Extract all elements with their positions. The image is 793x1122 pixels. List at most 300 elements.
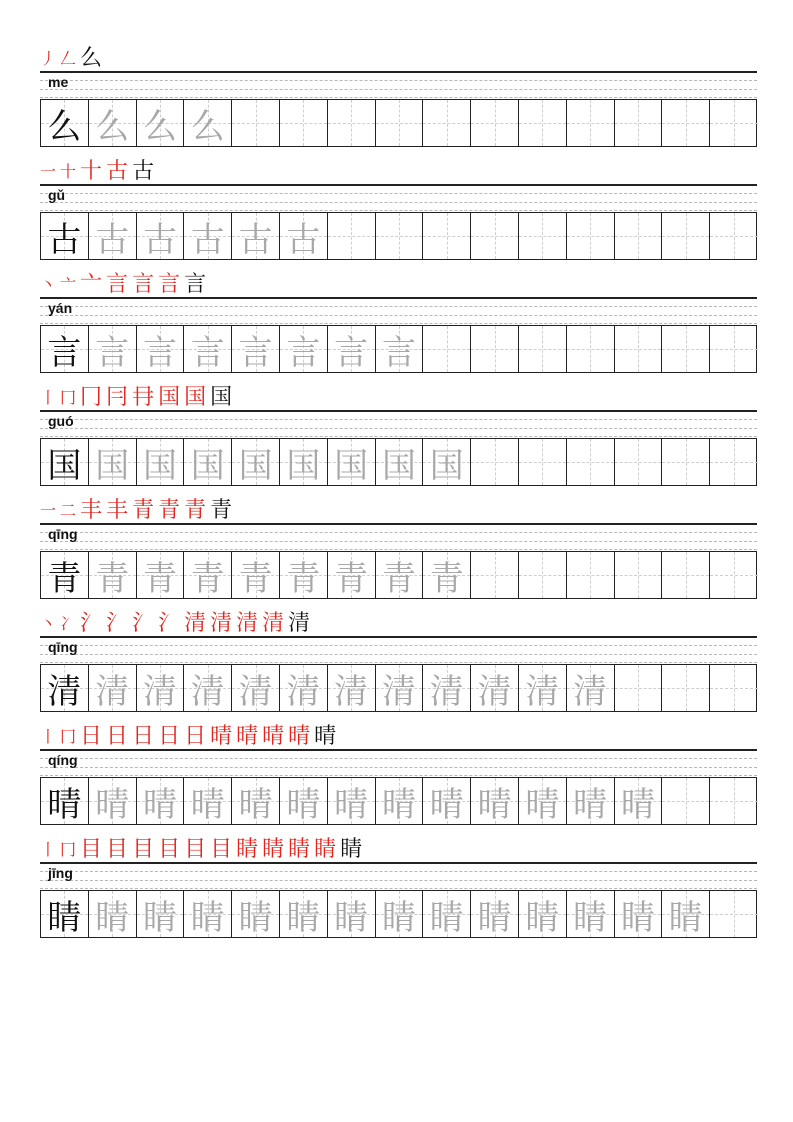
trace-character: 睛 (286, 897, 321, 938)
stroke-step: 目 (132, 837, 155, 862)
stroke-step: 亠 (80, 272, 103, 297)
model-cell (41, 665, 89, 711)
grid-guide (638, 439, 639, 485)
stroke-step: 言 (106, 272, 129, 297)
blank-cell[interactable] (662, 326, 710, 372)
stroke-step: 冂 (60, 727, 77, 746)
pinyin-label: gǔ (48, 187, 66, 203)
blank-cell[interactable] (519, 100, 567, 146)
guide-line (40, 71, 757, 73)
blank-cell[interactable] (471, 100, 519, 146)
trace-character: 睛 (381, 897, 416, 938)
grid-guide (686, 778, 687, 824)
grid-guide (542, 326, 543, 372)
pinyin-label: yán (48, 300, 73, 316)
trace-character: 古 (142, 219, 177, 260)
trace-character: 清 (334, 671, 369, 712)
practice-row (40, 831, 757, 944)
grid-guide (638, 552, 639, 598)
trace-cell (184, 100, 232, 146)
practice-row (40, 153, 757, 266)
stroke-step: 丿 (40, 49, 57, 68)
practice-row (40, 492, 757, 605)
stroke-step: 丰 (106, 498, 129, 523)
blank-cell[interactable] (471, 326, 519, 372)
blank-cell[interactable] (471, 439, 519, 485)
trace-cell (89, 552, 137, 598)
stroke-step: 晴 (288, 724, 311, 749)
stroke-step: 言 (184, 272, 207, 297)
trace-character: 晴 (286, 784, 321, 825)
stroke-step: 氵 (158, 611, 181, 636)
model-character: 言 (47, 332, 82, 373)
stroke-step: 清 (236, 611, 259, 636)
stroke-step: 晴 (210, 724, 233, 749)
stroke-step: 冂 (80, 385, 103, 410)
guide-line (40, 654, 757, 655)
guide-line (40, 297, 757, 299)
grid-guide (638, 100, 639, 146)
stroke-step: 晴 (236, 724, 259, 749)
stroke-step: 氵 (132, 611, 155, 636)
trace-cell (89, 439, 137, 485)
trace-cell (662, 891, 710, 937)
trace-cell (137, 326, 185, 372)
trace-character: 青 (190, 558, 225, 599)
trace-cell (471, 778, 519, 824)
practice-row (40, 266, 757, 379)
trace-character: 国 (286, 445, 321, 486)
model-cell (41, 439, 89, 485)
trace-character: 晴 (190, 784, 225, 825)
model-cell (41, 552, 89, 598)
stroke-step: 冫 (60, 614, 77, 633)
trace-character: 清 (573, 671, 608, 712)
trace-cell (423, 665, 471, 711)
stroke-step: 日 (158, 724, 181, 749)
trace-character: 国 (238, 445, 273, 486)
trace-cell (232, 665, 280, 711)
grid-guide (495, 100, 496, 146)
trace-character: 言 (190, 332, 225, 373)
blank-cell[interactable] (662, 100, 710, 146)
grid-guide (351, 100, 352, 146)
trace-character: 言 (381, 332, 416, 373)
trace-cell (328, 891, 376, 937)
pinyin-label: me (48, 74, 69, 90)
blank-cell[interactable] (710, 213, 758, 259)
blank-cell[interactable] (567, 552, 615, 598)
blank-cell[interactable] (615, 100, 663, 146)
trace-character: 青 (95, 558, 130, 599)
trace-cell (328, 439, 376, 485)
pinyin-label: guó (48, 413, 74, 429)
stroke-order (40, 153, 158, 185)
trace-character: 晴 (334, 784, 369, 825)
model-cell (41, 100, 89, 146)
trace-character: 睛 (142, 897, 177, 938)
trace-cell (184, 665, 232, 711)
stroke-step: 言 (158, 272, 181, 297)
writing-grid (40, 890, 757, 938)
trace-character: 晴 (525, 784, 560, 825)
guide-line (40, 80, 757, 81)
trace-character: 晴 (477, 784, 512, 825)
trace-character: 晴 (95, 784, 130, 825)
blank-cell[interactable] (280, 100, 328, 146)
trace-cell (328, 326, 376, 372)
guide-line (40, 758, 757, 759)
trace-cell (184, 213, 232, 259)
trace-character: 晴 (573, 784, 608, 825)
stroke-step: 𠃋 (60, 49, 77, 68)
grid-guide (351, 213, 352, 259)
trace-character: 晴 (620, 784, 655, 825)
trace-cell (567, 891, 615, 937)
grid-guide (542, 552, 543, 598)
blank-cell[interactable] (662, 778, 710, 824)
blank-cell[interactable] (471, 213, 519, 259)
blank-cell[interactable] (567, 439, 615, 485)
trace-character: 青 (142, 558, 177, 599)
trace-character: 清 (477, 671, 512, 712)
trace-character: 清 (95, 671, 130, 712)
stroke-step: 睛 (288, 837, 311, 862)
trace-cell (328, 552, 376, 598)
trace-cell (519, 891, 567, 937)
grid-guide (686, 213, 687, 259)
guide-line (40, 749, 757, 751)
pinyin-band (40, 862, 757, 889)
guide-line (40, 193, 757, 194)
trace-cell (471, 891, 519, 937)
stroke-step: 目 (80, 837, 103, 862)
stroke-step: 目 (210, 837, 233, 862)
trace-character: 睛 (334, 897, 369, 938)
pinyin-band (40, 410, 757, 437)
practice-row (40, 40, 757, 153)
trace-character: 睛 (238, 897, 273, 938)
trace-character: 国 (142, 445, 177, 486)
stroke-step: 日 (184, 724, 207, 749)
blank-cell[interactable] (710, 326, 758, 372)
guide-line (40, 410, 757, 412)
model-character: 古 (47, 219, 82, 260)
stroke-step: 氵 (80, 611, 103, 636)
stroke-step: 睛 (340, 837, 363, 862)
stroke-step: 清 (262, 611, 285, 636)
stroke-step: 目 (106, 837, 129, 862)
trace-cell (423, 439, 471, 485)
trace-character: 么 (190, 106, 225, 147)
trace-cell (280, 891, 328, 937)
trace-character: 青 (286, 558, 321, 599)
stroke-step: 晴 (314, 724, 337, 749)
trace-character: 青 (381, 558, 416, 599)
blank-cell[interactable] (232, 100, 280, 146)
grid-guide (303, 100, 304, 146)
guide-line (40, 428, 757, 429)
blank-cell[interactable] (710, 552, 758, 598)
blank-cell[interactable] (376, 213, 424, 259)
stroke-step: 言 (132, 272, 155, 297)
trace-character: 睛 (620, 897, 655, 938)
pinyin-label: jīng (48, 865, 73, 881)
blank-cell[interactable] (519, 439, 567, 485)
stroke-order (40, 492, 236, 524)
trace-cell (280, 665, 328, 711)
blank-cell[interactable] (519, 213, 567, 259)
trace-cell (137, 891, 185, 937)
trace-cell (184, 552, 232, 598)
stroke-step: 丨 (40, 388, 57, 407)
trace-character: 清 (429, 671, 464, 712)
model-character: 么 (47, 106, 82, 147)
trace-character: 睛 (190, 897, 225, 938)
trace-character: 言 (286, 332, 321, 373)
trace-cell (519, 665, 567, 711)
grid-guide (495, 213, 496, 259)
grid-guide (638, 326, 639, 372)
stroke-step: 丶 (40, 614, 57, 633)
stroke-step: 清 (288, 611, 311, 636)
blank-cell[interactable] (615, 213, 663, 259)
trace-cell (89, 213, 137, 259)
trace-character: 清 (142, 671, 177, 712)
stroke-step: 清 (210, 611, 233, 636)
trace-cell (376, 439, 424, 485)
writing-grid (40, 325, 757, 373)
blank-cell[interactable] (615, 552, 663, 598)
pinyin-label: qīng (48, 639, 78, 655)
trace-cell (376, 552, 424, 598)
blank-cell[interactable] (615, 439, 663, 485)
stroke-step: 丶 (40, 275, 57, 294)
blank-cell[interactable] (567, 100, 615, 146)
stroke-step: 一 (40, 162, 57, 181)
stroke-step: 古 (106, 159, 129, 184)
grid-guide (590, 439, 591, 485)
grid-guide (734, 439, 735, 485)
practice-row (40, 605, 757, 718)
trace-cell (328, 665, 376, 711)
blank-cell[interactable] (328, 100, 376, 146)
stroke-step: 晴 (262, 724, 285, 749)
blank-cell[interactable] (519, 326, 567, 372)
trace-cell (137, 665, 185, 711)
blank-cell[interactable] (423, 100, 471, 146)
grid-guide (590, 326, 591, 372)
guide-line (40, 315, 757, 316)
guide-line (40, 306, 757, 307)
guide-line (40, 89, 757, 90)
blank-cell[interactable] (423, 326, 471, 372)
trace-character: 晴 (381, 784, 416, 825)
trace-cell (376, 326, 424, 372)
stroke-order (40, 266, 210, 298)
trace-cell (89, 100, 137, 146)
writing-grid (40, 99, 757, 147)
grid-guide (734, 552, 735, 598)
blank-cell[interactable] (376, 100, 424, 146)
trace-cell (89, 665, 137, 711)
trace-character: 青 (238, 558, 273, 599)
writing-grid (40, 551, 757, 599)
model-cell (41, 326, 89, 372)
stroke-step: 丨 (40, 727, 57, 746)
stroke-step: 丨 (40, 840, 57, 859)
grid-guide (399, 213, 400, 259)
guide-line (40, 541, 757, 542)
trace-character: 国 (190, 445, 225, 486)
stroke-step: 十 (80, 159, 103, 184)
trace-cell (280, 326, 328, 372)
stroke-step: 青 (132, 498, 155, 523)
stroke-step: 国 (184, 385, 207, 410)
blank-cell[interactable] (662, 439, 710, 485)
grid-guide (734, 326, 735, 372)
trace-cell (376, 778, 424, 824)
trace-cell (137, 439, 185, 485)
trace-character: 睛 (429, 897, 464, 938)
guide-line (40, 880, 757, 881)
trace-character: 晴 (238, 784, 273, 825)
trace-character: 古 (95, 219, 130, 260)
stroke-step: 二 (60, 501, 77, 520)
grid-guide (495, 439, 496, 485)
grid-guide (734, 891, 735, 937)
trace-character: 清 (190, 671, 225, 712)
trace-cell (519, 778, 567, 824)
blank-cell[interactable] (662, 552, 710, 598)
stroke-step: 一 (40, 501, 57, 520)
stroke-step: 目 (158, 837, 181, 862)
stroke-step: 冄 (132, 385, 155, 410)
blank-cell[interactable] (710, 100, 758, 146)
blank-cell[interactable] (567, 213, 615, 259)
trace-cell (89, 891, 137, 937)
grid-guide (686, 665, 687, 711)
grid-guide (399, 100, 400, 146)
grid-guide (256, 100, 257, 146)
pinyin-band (40, 297, 757, 324)
blank-cell[interactable] (615, 326, 663, 372)
model-cell (41, 778, 89, 824)
trace-character: 言 (95, 332, 130, 373)
trace-cell (615, 891, 663, 937)
trace-cell (280, 778, 328, 824)
blank-cell[interactable] (519, 552, 567, 598)
trace-cell (232, 439, 280, 485)
trace-character: 青 (334, 558, 369, 599)
model-cell (41, 891, 89, 937)
trace-character: 睛 (477, 897, 512, 938)
blank-cell[interactable] (710, 891, 758, 937)
grid-guide (495, 326, 496, 372)
trace-cell (232, 213, 280, 259)
trace-cell (184, 778, 232, 824)
grid-guide (590, 552, 591, 598)
trace-cell (280, 439, 328, 485)
grid-guide (734, 778, 735, 824)
trace-character: 国 (95, 445, 130, 486)
trace-character: 言 (142, 332, 177, 373)
writing-grid (40, 664, 757, 712)
stroke-step: 睛 (236, 837, 259, 862)
guide-line (40, 523, 757, 525)
grid-guide (447, 213, 448, 259)
blank-cell[interactable] (615, 665, 663, 711)
trace-character: 睛 (525, 897, 560, 938)
guide-line (40, 645, 757, 646)
trace-character: 国 (381, 445, 416, 486)
blank-cell[interactable] (328, 213, 376, 259)
blank-cell[interactable] (471, 552, 519, 598)
stroke-step: 冂 (60, 840, 77, 859)
guide-line (40, 636, 757, 638)
stroke-step: 日 (80, 724, 103, 749)
stroke-step: 么 (80, 46, 103, 71)
guide-line (40, 871, 757, 872)
stroke-step: 冃 (106, 385, 129, 410)
pinyin-label: qíng (48, 752, 78, 768)
stroke-step: 睛 (262, 837, 285, 862)
trace-character: 国 (429, 445, 464, 486)
trace-character: 清 (525, 671, 560, 712)
model-character: 晴 (47, 784, 82, 825)
stroke-step: 国 (158, 385, 181, 410)
writing-grid (40, 212, 757, 260)
trace-character: 么 (142, 106, 177, 147)
trace-cell (184, 439, 232, 485)
blank-cell[interactable] (423, 213, 471, 259)
model-character: 清 (47, 671, 82, 712)
stroke-step: 青 (158, 498, 181, 523)
grid-guide (590, 100, 591, 146)
trace-cell (328, 778, 376, 824)
trace-cell (184, 891, 232, 937)
guide-line (40, 202, 757, 203)
trace-cell (471, 665, 519, 711)
stroke-order (40, 831, 366, 863)
stroke-step: 青 (210, 498, 233, 523)
writing-grid (40, 438, 757, 486)
grid-guide (686, 439, 687, 485)
stroke-step: 青 (184, 498, 207, 523)
blank-cell[interactable] (662, 213, 710, 259)
pinyin-band (40, 71, 757, 98)
trace-character: 清 (286, 671, 321, 712)
stroke-step: 氵 (106, 611, 129, 636)
trace-cell (280, 213, 328, 259)
stroke-step: 丰 (80, 498, 103, 523)
trace-cell (232, 552, 280, 598)
trace-character: 睛 (573, 897, 608, 938)
blank-cell[interactable] (710, 778, 758, 824)
blank-cell[interactable] (662, 665, 710, 711)
grid-guide (686, 100, 687, 146)
trace-character: 古 (286, 219, 321, 260)
stroke-order (40, 40, 106, 72)
stroke-step: 睛 (314, 837, 337, 862)
blank-cell[interactable] (710, 439, 758, 485)
blank-cell[interactable] (710, 665, 758, 711)
stroke-step: 十 (60, 162, 77, 181)
practice-row (40, 379, 757, 492)
trace-character: 青 (429, 558, 464, 599)
blank-cell[interactable] (567, 326, 615, 372)
trace-character: 睛 (668, 897, 703, 938)
